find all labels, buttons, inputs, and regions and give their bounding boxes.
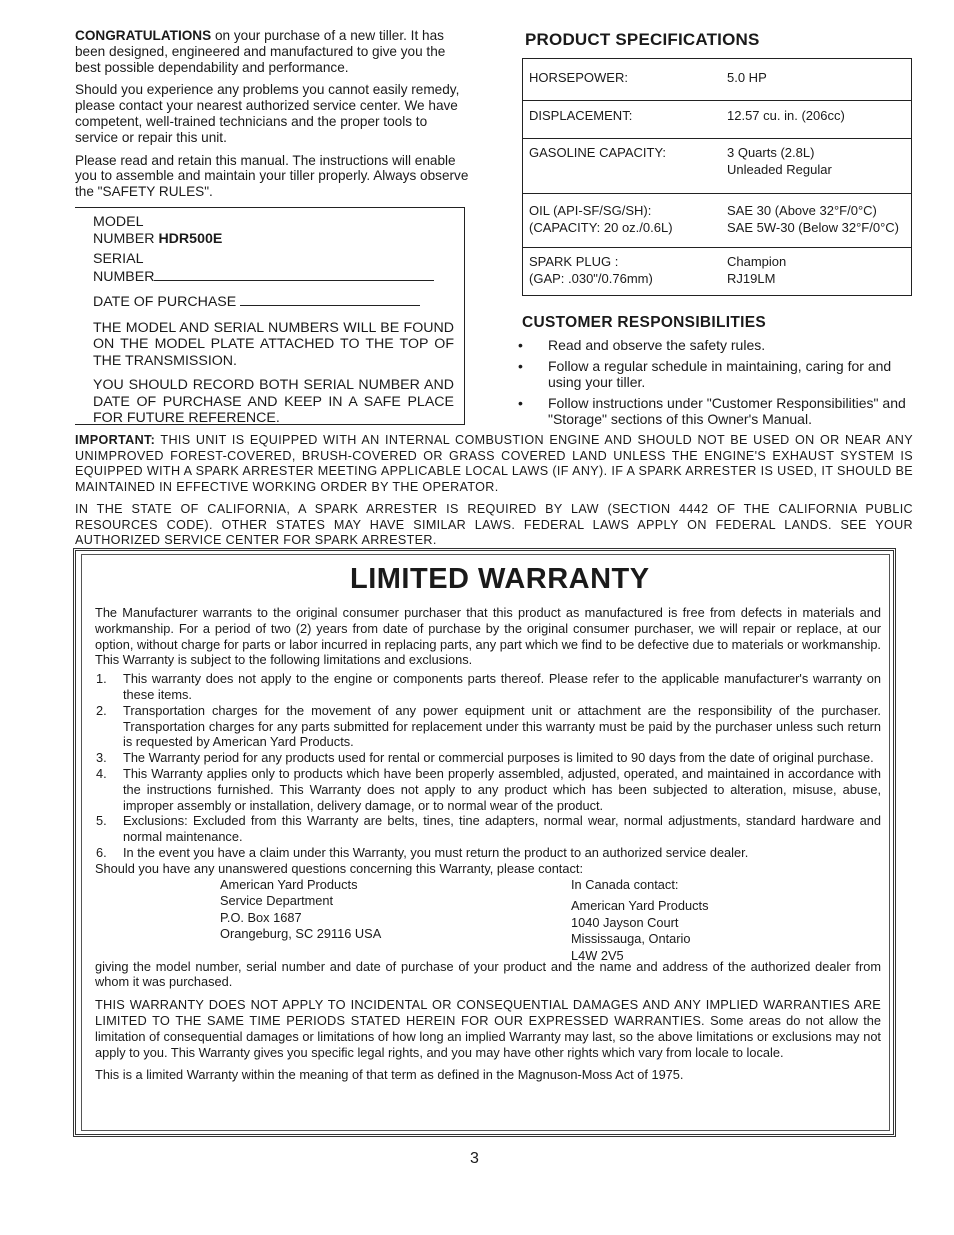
item-text: This warranty does not apply to the engine or components parts thereof. Please refer to the applicable manufacturer's warranty on these items. xyxy=(123,671,881,702)
model-number-line xyxy=(93,231,454,248)
serial-number-line xyxy=(93,268,454,286)
serial-location-note: THE MODEL AND SERIAL NUMBERS WILL BE FOUND ON THE MODEL PLATE ATTACHED TO THE TOP OF THE TRANSMISSION. xyxy=(93,319,454,369)
problems-paragraph: Should you experience any problems you cannot easily remedy, please contact your nearest authorized service center. We have competent, well-trained technicians and the proper tools to service or repair this unit. xyxy=(75,82,460,145)
address-line: American Yard Products xyxy=(571,898,709,914)
serial-label-line2: NUMBER xyxy=(93,268,155,285)
list-item xyxy=(95,766,881,813)
spec-row-oil xyxy=(523,194,912,248)
california-notice: IN THE STATE OF CALIFORNIA, A SPARK ARRESTER IS REQUIRED BY LAW (SECTION 4442 OF THE CALIFORNIA PUBLIC RESOURCES CODE). OTHER STATES MAY HAVE SIMILAR LAWS. FEDERAL LAWS APPLY ON FEDERAL LANDS. SEE YOUR AUTHORIZED SERVICE CENTER FOR SPARK ARRESTER. xyxy=(75,502,913,547)
congratulations-lead: CONGRATULATIONS xyxy=(75,28,212,43)
product-specifications-heading: PRODUCT SPECIFICATIONS xyxy=(525,30,760,49)
spec-value-cell xyxy=(721,59,912,101)
spec-label-cell xyxy=(523,139,722,194)
responsibility-text: Follow a regular schedule in maintaining, caring for and using your tiller. xyxy=(548,358,892,390)
spec-label-cell xyxy=(523,194,722,248)
item-number: 6. xyxy=(96,844,107,860)
spec-value-cell xyxy=(721,101,912,139)
list-item xyxy=(512,358,916,390)
spec-value: 3 Quarts (2.8L) xyxy=(727,145,815,160)
customer-responsibilities-list xyxy=(512,337,916,432)
congratulations-paragraph xyxy=(75,28,470,75)
serial-number-blank xyxy=(154,268,434,281)
item-text: In the event you have a claim under this Warranty, you must return the product to an authorized service dealer. xyxy=(123,844,749,860)
spec-value-secondary: RJ19LM xyxy=(727,271,776,286)
spec-value: Champion xyxy=(727,254,787,269)
implied-warranty-text: Some areas do not allow the limitation of consequential damages or limitations of how long an implied Warranty may last, so the above limitations or exclusions may not apply to you. This Warranty gives you specific legal rights, and you may have other rights which vary from locale to locale. xyxy=(95,1012,881,1060)
address-line: Service Department xyxy=(220,893,334,909)
date-label: DATE OF PURCHASE xyxy=(93,294,237,310)
spec-value-cell xyxy=(721,194,912,248)
list-item xyxy=(512,337,916,353)
model-number-value: HDR500E xyxy=(158,230,223,247)
bullet-icon: • xyxy=(518,358,523,374)
warranty-body xyxy=(95,605,881,1083)
retain-manual-paragraph: Please read and retain this manual. The instructions will enable you to assemble and maintain your tiller properly. Always observe the "SAFETY RULES". xyxy=(75,152,469,200)
item-text: Exclusions: Excluded from this Warranty are belts, tines, tine adapters, normal wear, normal adjustments, standard hardware and normal maintenance. xyxy=(123,813,881,845)
specifications-table xyxy=(522,58,912,296)
date-of-purchase-line xyxy=(93,293,454,311)
item-number: 2. xyxy=(96,702,107,718)
customer-responsibilities-heading: CUSTOMER RESPONSIBILITIES xyxy=(522,314,767,331)
spec-label-cell xyxy=(523,59,722,101)
address-line: 1040 Jayson Court xyxy=(571,914,679,930)
bullet-icon: • xyxy=(518,337,523,353)
spec-value-secondary: Unleaded Regular xyxy=(727,162,832,177)
responsibility-text: Read and observe the safety rules. xyxy=(548,337,766,353)
limited-warranty-box xyxy=(73,548,896,1137)
spec-label: SPARK PLUG : xyxy=(529,254,619,269)
important-lead: IMPORTANT: xyxy=(75,433,156,447)
serial-label-line1: SERIAL xyxy=(93,251,144,267)
spec-label-secondary: (CAPACITY: 20 oz./0.6L) xyxy=(529,220,673,235)
address-line: Mississauga, Ontario xyxy=(571,931,691,947)
model-serial-record-box xyxy=(75,207,465,425)
canada-contact-heading: In Canada contact: xyxy=(571,876,679,892)
address-line: American Yard Products xyxy=(220,876,358,892)
contact-addresses xyxy=(95,876,881,963)
spec-label: GASOLINE CAPACITY: xyxy=(529,145,667,160)
important-text: THIS UNIT IS EQUIPPED WITH AN INTERNAL COMBUSTION ENGINE AND SHOULD NOT BE USED ON OR NEAR ANY UNIMPROVED FOREST-COVERED, BRUSH-COVERED OR GRASS COVERED LAND UNLESS THE ENGINE'S EXHAUST SYSTEM IS EQUIPPED WITH A SPARK ARRESTER MEETING APPLICABLE LOCAL LAWS (IF ANY). IF A SPARK ARRESTER IS USED, IT SHOULD BE MAINTAINED IN EFFECTIVE WORKING ORDER BY THE OPERATOR. xyxy=(75,433,913,494)
spec-row-spark-plug xyxy=(523,248,912,296)
date-of-purchase-blank xyxy=(240,293,420,306)
item-number: 4. xyxy=(96,765,107,781)
list-item xyxy=(95,703,881,750)
us-address xyxy=(220,877,381,943)
canada-address xyxy=(571,877,709,965)
record-keeping-note: YOU SHOULD RECORD BOTH SERIAL NUMBER AND DATE OF PURCHASE AND KEEP IN A SAFE PLACE FOR FUTURE REFERENCE. xyxy=(93,377,454,426)
address-line: Orangeburg, SC 29116 USA xyxy=(220,926,382,942)
spec-label-cell xyxy=(523,101,722,139)
warranty-inner-frame xyxy=(81,554,890,1131)
spec-value: 5.0 HP xyxy=(727,70,767,85)
spec-label: DISPLACEMENT: xyxy=(529,108,633,123)
spec-value-cell xyxy=(721,248,912,296)
implied-warranty-caps: THIS WARRANTY DOES NOT APPLY TO INCIDENTAL OR CONSEQUENTIAL DAMAGES AND ANY IMPLIED WARRANTIES ARE LIMITED TO THE SAME TIME PERIODS STATED HEREIN FOR OUR EXPRESSED WARRANTIES. xyxy=(95,997,881,1028)
spec-value: SAE 30 (Above 32°F/0°C) xyxy=(727,203,877,218)
questions-contact-line: Should you have any unanswered questions concerning this Warranty, please contact: xyxy=(95,860,583,876)
model-label-line1: MODEL xyxy=(93,214,144,230)
address-line: P.O. Box 1687 xyxy=(220,909,302,925)
item-number: 3. xyxy=(96,750,107,766)
implied-warranty-paragraph xyxy=(95,997,881,1060)
spec-label: HORSEPOWER: xyxy=(529,70,628,85)
spark-arrester-warning xyxy=(75,433,913,495)
spec-value-secondary: SAE 5W-30 (Below 32°F/0°C) xyxy=(727,220,899,235)
intro-section xyxy=(75,28,470,207)
giving-details-paragraph: giving the model number, serial number and date of purchase of your product and the name and address of the authorized dealer from whom it was purchased. xyxy=(95,958,881,990)
list-item xyxy=(95,750,881,766)
spec-row-horsepower xyxy=(523,59,912,101)
item-text: Transportation charges for the movement of any power equipment unit or attachment are the responsibility of the purchaser. Transportation charges for any parts submitted for replacement under this warranty must be paid by the purchaser unless such return is requested by American Yard Products. xyxy=(123,702,881,750)
bullet-icon: • xyxy=(518,395,523,411)
warranty-intro: The Manufacturer warrants to the original consumer purchaser that this product as manufactured is free from defects in materials and workmanship. For a period of two (2) years from date of purchase by the original consumer purchaser, we will repair or replace, at our option, without charge for parts or labor incurred in replacing parts, any part which we find to be defective due to materials or workmanship. This Warranty is subject to the following limitations and exclusions. xyxy=(95,605,881,668)
spec-label: OIL (API-SF/SG/SH): xyxy=(529,203,652,218)
spec-row-gasoline xyxy=(523,139,912,194)
spec-label-cell xyxy=(523,248,722,296)
item-text: This Warranty applies only to products which have been properly assembled, adjusted, operated, and maintained in accordance with the instructions furnished. This Warranty does not apply to any product which has been subjected to alteration, misuse, abuse, improper assembly or installation, delivery damage, or to normal wear of the product. xyxy=(123,765,881,813)
list-item xyxy=(95,845,881,861)
list-item xyxy=(95,671,881,703)
item-text: The Warranty period for any products used for rental or commercial purposes is limited to 90 days from the date of original purchase. xyxy=(123,750,874,766)
list-item xyxy=(512,395,916,427)
address-line: L4W 2V5 xyxy=(571,947,624,963)
item-number: 1. xyxy=(96,671,107,687)
spec-value: 12.57 cu. in. (206cc) xyxy=(727,108,845,123)
spec-value-cell xyxy=(721,139,912,194)
page-number: 3 xyxy=(470,1150,479,1167)
important-notice xyxy=(75,433,913,549)
model-label-line2: NUMBER xyxy=(93,230,155,247)
congratulations-text: on your purchase of a new tiller. It has been designed, engineered and manufactured to give you the best possible dependability and performance. xyxy=(75,28,446,75)
list-item xyxy=(95,813,881,845)
spec-label-secondary: (GAP: .030"/0.76mm) xyxy=(529,271,653,286)
responsibility-text: Follow instructions under "Customer Responsibilities" and "Storage" sections of this Owner's Manual. xyxy=(548,395,906,427)
limited-warranty-heading: LIMITED WARRANTY xyxy=(350,563,650,595)
item-number: 5. xyxy=(96,813,107,829)
magnuson-moss-statement: This is a limited Warranty within the meaning of that term as defined in the Magnuson-Moss Act of 1975. xyxy=(95,1067,684,1083)
warranty-exclusions-list xyxy=(95,671,881,861)
spec-row-displacement xyxy=(523,101,912,139)
